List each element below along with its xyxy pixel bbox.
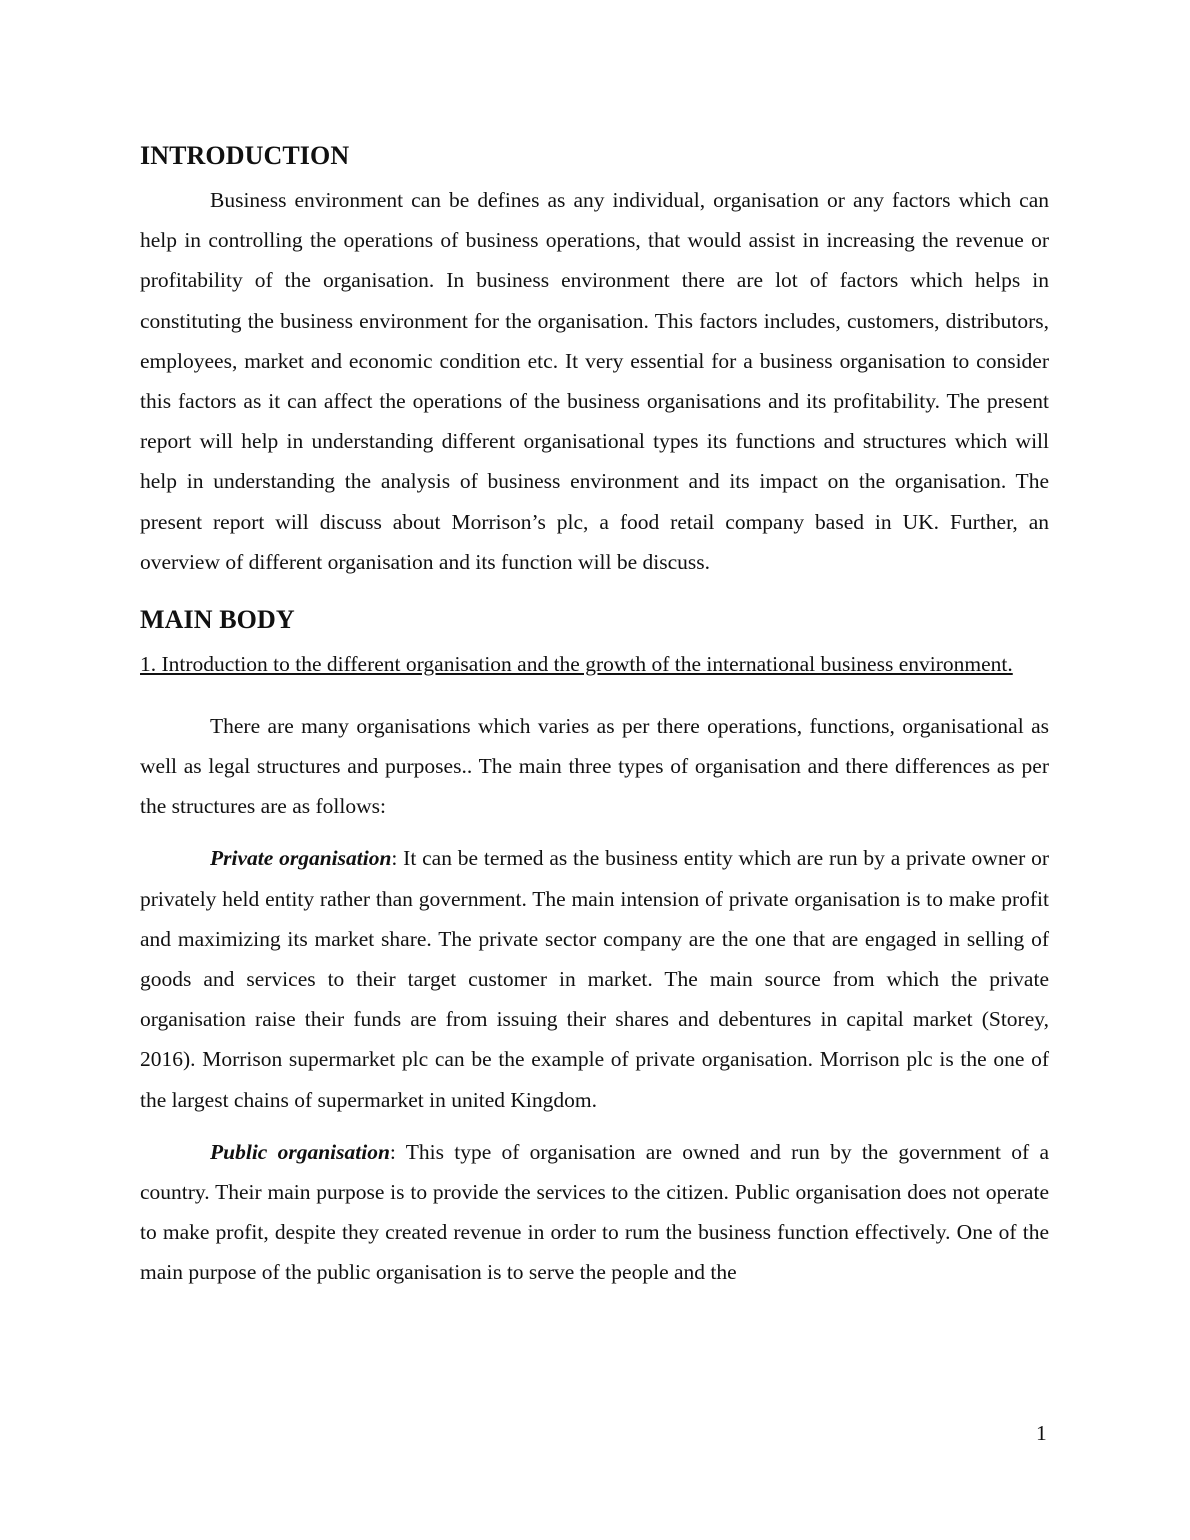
public-organisation-text: : This type of organisation are owned and run by the government of a country. Their main purpose is to provide the services to the citizen. Public organisation does not operate to make profit, despite they created revenue in order to rum the business function effectively. One of the main purpose of the public organisation is to serve the people and the: [140, 1139, 1049, 1285]
public-organisation-paragraph: [140, 1132, 1049, 1293]
private-organisation-paragraph: [140, 838, 1049, 1119]
public-organisation-term: Public organisation: [210, 1139, 390, 1164]
private-organisation-term: Private organisation: [210, 846, 392, 871]
section-1-title: [140, 644, 1049, 684]
introduction-paragraph: Business environment can be defines as any individual, organisation or any factors which can help in controlling the operations of business operations, that would assist in increasing the revenue or profitability of the organisation. In business environment there are lot of factors which helps in constituting the business environment for the organisation. This factors includes, customers, distributors, employees, market and economic condition etc. It very essential for a business organisation to consider this factors as it can affect the operations of the business organisations and its profitability. The present report will help in understanding different organisational types its functions and structures which will help in understanding the analysis of business environment and its impact on the organisation. The present report will discuss about Morrison’s plc, a food retail company based in UK. Further, an overview of different organisation and its function will be discuss.: [140, 188, 1049, 574]
private-organisation-text: : It can be termed as the business entity which are run by a private owner or privately held entity rather than government. The main intension of private organisation is to make profit and maximizing its market share. The private sector company are the one that are engaged in selling of goods and services to their target customer in market. The main source from which the private organisation raise their funds are from issuing their shares and debentures in capital market (Storey, 2016). Morrison supermarket plc can be the example of private organisation. Morrison plc is the one of the largest chains of supermarket in united Kingdom.: [140, 846, 1049, 1112]
section-1-title-text: 1. Introduction to the different organisation and the growth of the international business environment.: [140, 652, 1013, 677]
introduction-heading: INTRODUCTION: [140, 141, 350, 170]
organisation-types-intro: There are many organisations which varies as per there operations, functions, organisational as well as legal structures and purposes.. The main three types of organisation and there differences as per the structures are as follows:: [140, 713, 1049, 819]
main-body-heading: MAIN BODY: [140, 605, 295, 635]
page-content: [140, 138, 1049, 1293]
page-number: 1: [1036, 1421, 1047, 1445]
